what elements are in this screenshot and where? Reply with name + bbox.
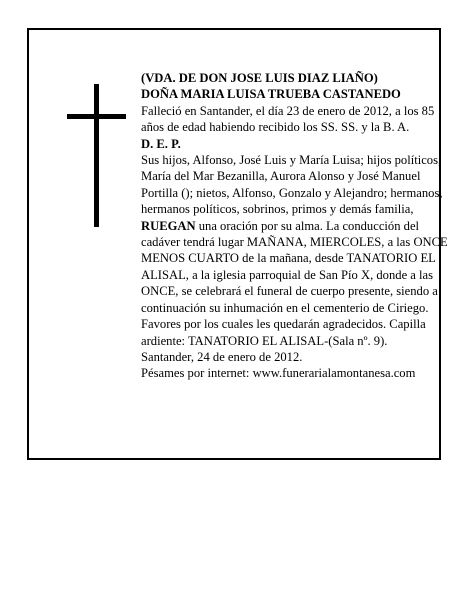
notice-frame [27,28,448,460]
ruegan-word: RUEGAN [141,218,196,233]
death-announcement: Falleció en Santander, el día 23 de enero de 2012, a los 85 años de edad habiendo recibido los SS. SS. y la B. A. [141,103,435,135]
condolences-line: Pésames por internet: www.funerarialamontanesa.com [141,366,416,381]
heading-deceased-name: DOÑA MARIA LUISA TRUEBA CASTANEDO [141,87,401,102]
ruegan-text: una oración por su alma. La conducción del cadáver tendrá lugar MAÑANA, MIERCOLES, a las ONCE MENOS CUARTO de la mañana, desde TANATORIO EL ALISAL, a la iglesia parroquial de San Pío X, donde a las ONCE, se celebrará el funeral de cuerpo presente, siendo a continuación su inhumación en el cementerio de Ciriego. Favores por los cuales les quedarán agradecidos. Capilla ardiente: TANATORIO EL ALISAL-(Sala nº. 9). [141,218,448,348]
cross-icon [94,84,99,227]
heading-widow-of: (VDA. DE DON JOSE LUIS DIAZ LIAÑO) [141,71,378,85]
notice-text [141,70,459,382]
dep-line: D. E. P. [141,136,181,151]
ruegan-paragraph [141,218,459,349]
family-list: Sus hijos, Alfonso, José Luis y María Luisa; hijos políticos, María del Mar Bezanilla, Aurora Alonso y José Manuel Portilla (); nietos, Alfonso, Gonzalo y Alejandro; hermanos, hermanos políticos, sobrinos, primos y demás familia, [141,153,443,217]
place-date: Santander, 24 de enero de 2012. [141,349,303,364]
cross-icon-bar [67,114,126,119]
